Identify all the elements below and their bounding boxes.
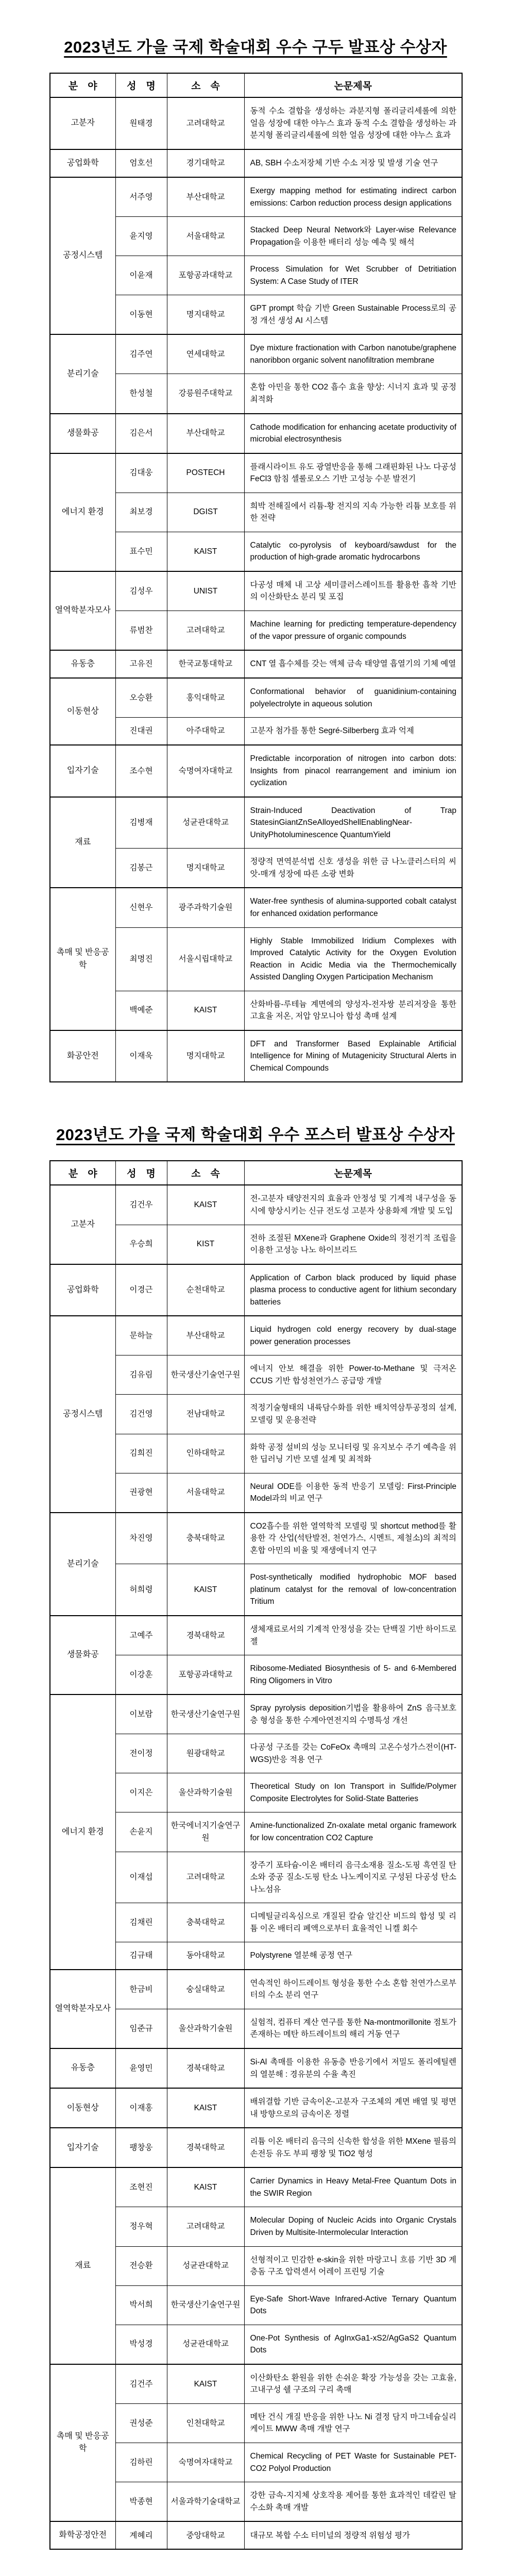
affiliation-cell: 고려대학교 <box>167 1852 244 1903</box>
paper-title-cell: 이산화탄소 환원을 위한 손쉬운 확장 가능성을 갖는 고효율, 고내구성 쉘 구조의 구리 촉매 <box>244 2364 462 2404</box>
column-header-name: 성 명 <box>115 73 167 97</box>
affiliation-cell: KAIST <box>167 2364 244 2404</box>
paper-title-cell: DFT and Transformer Based Explainable Artificial Intelligence for Mining of Mutagenicity Structural Alerts in Chemical Compounds <box>244 1030 462 1082</box>
paper-title-cell: 산화바륨-루테늄 계면에의 양성자-전자쌍 분리저장을 통한 고효율 저온, 저압 암모니아 합성 촉매 설계 <box>244 991 462 1030</box>
affiliation-cell: 충북대학교 <box>167 1903 244 1942</box>
paper-title-cell: 플래시라이트 유도 광열반응을 통해 그래핀화된 나노 다공성 FeCl3 함침 셀룰로오스 기반 고성능 수분 발전기 <box>244 453 462 493</box>
table-row <box>50 1513 462 1564</box>
paper-title-cell: 전하 조절된 MXene과 Graphene Oxide의 정전기적 조립을 이용한 고성능 나노 하이브리드 <box>244 1225 462 1264</box>
column-header-field: 분 야 <box>50 1161 115 1185</box>
paper-title-cell: Application of Carbon black produced by liquid phase plasma process to conductive agent for lithium secondary batteries <box>244 1264 462 1316</box>
field-cell: 공업화학 <box>50 1264 115 1316</box>
table-row <box>50 1185 462 1225</box>
table-row <box>50 797 462 849</box>
name-cell: 이윤재 <box>115 256 167 295</box>
affiliation-cell: 한국교통대학교 <box>167 650 244 678</box>
paper-title-cell: Liquid hydrogen cold energy recovery by dual-stage power generation processes <box>244 1316 462 1355</box>
paper-title-cell: Dye mixture fractionation with Carbon nanotube/graphene nanoribbon organic solvent nanofiltration membrane <box>244 334 462 374</box>
poster-awards-section <box>49 1122 462 2550</box>
column-header-affiliation: 소 속 <box>167 1161 244 1185</box>
affiliation-cell: 중앙대학교 <box>167 2521 244 2549</box>
column-header-affiliation: 소 속 <box>167 73 244 97</box>
paper-title-cell: 희박 전해질에서 리튬-황 전지의 지속 가능한 리튬 보호를 위한 전략 <box>244 493 462 532</box>
paper-title-cell: 화학 공정 설비의 성능 모니터링 및 유지보수 주기 예측을 위한 딥러닝 기반 모델 설계 및 최적화 <box>244 1434 462 1473</box>
oral-awards-section <box>49 34 462 1082</box>
affiliation-cell: 명지대학교 <box>167 1030 244 1082</box>
affiliation-cell: 숙명여자대학교 <box>167 2443 244 2482</box>
name-cell: 이보람 <box>115 1694 167 1734</box>
paper-title-cell: Predictable incorporation of nitrogen into carbon dots: Insights from pinacol rearrangement and iminium ion cyclization <box>244 745 462 797</box>
name-cell: 문하늘 <box>115 1316 167 1355</box>
paper-title-cell: 적정기술형태의 내륙담수화를 위한 배치역삼투공정의 설계, 모델링 및 운용전략 <box>244 1395 462 1434</box>
field-cell: 입자기술 <box>50 2128 115 2167</box>
name-cell: 고유진 <box>115 650 167 678</box>
affiliation-cell: 성균관대학교 <box>167 797 244 849</box>
affiliation-cell: 숙명여자대학교 <box>167 745 244 797</box>
name-cell: 류범찬 <box>115 611 167 650</box>
table-row <box>50 2088 462 2128</box>
paper-title-cell: GPT prompt 학습 기반 Green Sustainable Process로의 공정 개선 생성 AI 시스템 <box>244 295 462 335</box>
paper-title-cell: Si-Al 촉매를 이용한 유동층 반응기에서 저밀도 폴리에틸렌의 열분해 : 경유분의 수율 촉진 <box>244 2048 462 2088</box>
affiliation-cell: DGIST <box>167 493 244 532</box>
paper-title-cell: 전-고분자 태양전지의 효율과 안정성 및 기계적 내구성을 동시에 향상시키는 신규 전도성 고분자 상용화제 개발 및 도입 <box>244 1185 462 1225</box>
name-cell: 손윤지 <box>115 1812 167 1852</box>
poster-awards-table <box>49 1160 463 2550</box>
affiliation-cell: 고려대학교 <box>167 611 244 650</box>
affiliation-cell: 울산과학기술원 <box>167 1773 244 1812</box>
name-cell: 김대웅 <box>115 453 167 493</box>
paper-title-cell: CO2흡수를 위한 열역학적 모델링 및 shortcut method를 활용한 각 산업(석탄발전, 천연가스, 시멘트, 제철소)의 최적의 혼합 아민의 비율 및 재생에너지 연구 <box>244 1513 462 1564</box>
affiliation-cell: KAIST <box>167 2167 244 2207</box>
field-cell: 분리기술 <box>50 334 115 413</box>
field-cell: 촉매 및 반응공학 <box>50 2364 115 2521</box>
field-cell: 입자기술 <box>50 745 115 797</box>
affiliation-cell: 광주과학기술원 <box>167 888 244 927</box>
paper-title-cell: Chemical Recycling of PET Waste for Sustainable PET-CO2 Polyol Production <box>244 2443 462 2482</box>
name-cell: 백예준 <box>115 991 167 1030</box>
table-row <box>50 1970 462 2009</box>
paper-title-cell: Carrier Dynamics in Heavy Metal-Free Quantum Dots in the SWIR Region <box>244 2167 462 2207</box>
affiliation-cell: KAIST <box>167 2088 244 2128</box>
name-cell: 김병재 <box>115 797 167 849</box>
paper-title-cell: Conformational behavior of guanidinium-containing polyelectrolyte in aqueous solution <box>244 678 462 718</box>
name-cell: 신현우 <box>115 888 167 927</box>
affiliation-cell: KAIST <box>167 1185 244 1225</box>
name-cell: 최보경 <box>115 493 167 532</box>
table-row <box>50 2521 462 2549</box>
name-cell: 김건우 <box>115 1185 167 1225</box>
table-row <box>50 177 462 217</box>
name-cell: 이재홍 <box>115 2088 167 2128</box>
affiliation-cell: 원광대학교 <box>167 1734 244 1773</box>
name-cell: 권광현 <box>115 1473 167 1513</box>
table-row <box>50 1694 462 1734</box>
name-cell: 이경근 <box>115 1264 167 1316</box>
affiliation-cell: 서울시립대학교 <box>167 927 244 991</box>
column-header-paper-title: 논문제목 <box>244 1161 462 1185</box>
paper-title-cell: 대규모 복합 수소 터미널의 정량적 위험성 평가 <box>244 2521 462 2549</box>
name-cell: 김성우 <box>115 571 167 611</box>
affiliation-cell: 동아대학교 <box>167 1942 244 1970</box>
field-cell: 열역학분자모사 <box>50 1970 115 2048</box>
paper-title-cell: Eye-Safe Short-Wave Infrared-Active Ternary Quantum Dots <box>244 2285 462 2325</box>
name-cell: 이재섭 <box>115 1852 167 1903</box>
paper-title-cell: Catalytic co-pyrolysis of keyboard/sawdust for the production of high-grade aromatic hydrocarbons <box>244 532 462 571</box>
affiliation-cell: 충북대학교 <box>167 1513 244 1564</box>
paper-title-cell: Amine-functionalized Zn-oxalate metal organic framework for low concentration CO2 Capture <box>244 1812 462 1852</box>
name-cell: 최명진 <box>115 927 167 991</box>
header-row <box>50 73 462 97</box>
affiliation-cell: 강릉원주대학교 <box>167 374 244 414</box>
paper-title-cell: Spray pyrolysis deposition기법을 활용하여 ZnS 음극보호층 형성을 통한 수계아연전지의 수명특성 개선 <box>244 1694 462 1734</box>
paper-title-cell: 생체재료로서의 기계적 안정성을 갖는 단백질 기반 하이드로젤 <box>244 1616 462 1655</box>
name-cell: 서주영 <box>115 177 167 217</box>
name-cell: 정우혁 <box>115 2207 167 2246</box>
name-cell: 이강훈 <box>115 1655 167 1695</box>
table-row <box>50 414 462 453</box>
paper-title-cell: 에너지 안보 해결을 위한 Power-to-Methane 및 극저온 CCUS 기반 합성천연가스 공급망 개발 <box>244 1355 462 1395</box>
name-cell: 전이정 <box>115 1734 167 1773</box>
paper-title-cell: Molecular Doping of Nucleic Acids into Organic Crystals Driven by Multisite-Intermolecular Interaction <box>244 2207 462 2246</box>
name-cell: 전승환 <box>115 2246 167 2285</box>
name-cell: 윤지영 <box>115 217 167 256</box>
paper-title-cell: Post-synthetically modified hydrophobic MOF based platinum catalyst for the removal of low-concentration Tritium <box>244 1564 462 1616</box>
paper-title-cell: 장주기 포타슘-이온 배터리 음극소재용 질소-도핑 흑연질 탄소와 중공 질소-도핑 탄소 나노케이지로 구성된 다공성 탄소 나노섬유 <box>244 1852 462 1903</box>
affiliation-cell: 연세대학교 <box>167 334 244 374</box>
table-row <box>50 678 462 718</box>
name-cell: 허희령 <box>115 1564 167 1616</box>
paper-title-cell: Machine learning for predicting temperature-dependency of the vapor pressure of organic compounds <box>244 611 462 650</box>
affiliation-cell: 전남대학교 <box>167 1395 244 1434</box>
table-row <box>50 888 462 927</box>
table-row <box>50 745 462 797</box>
affiliation-cell: 한국생산기술연구원 <box>167 1694 244 1734</box>
paper-title-cell: 선형적이고 민감한 e-skin을 위한 마랑고니 흐름 기반 3D 계층돔 구조 압력센서 어레이 프린팅 기술 <box>244 2246 462 2285</box>
field-cell: 촉매 및 반응공학 <box>50 888 115 1030</box>
table-row <box>50 2128 462 2167</box>
paper-title-cell: 혼합 아민을 통한 CO2 흡수 효율 향상: 시너지 효과 및 공정 최적화 <box>244 374 462 414</box>
affiliation-cell: 성균관대학교 <box>167 2246 244 2285</box>
affiliation-cell: 고려대학교 <box>167 97 244 149</box>
paper-title-cell: 다공성 구조를 갖는 CoFeOx 촉매의 고온수성가스전이(HT-WGS)반응 적용 연구 <box>244 1734 462 1773</box>
table-row <box>50 2364 462 2404</box>
affiliation-cell: 서울과학기술대학교 <box>167 2482 244 2522</box>
table-row <box>50 2167 462 2207</box>
field-cell: 생물화공 <box>50 1616 115 1694</box>
table-row <box>50 453 462 493</box>
affiliation-cell: 홍익대학교 <box>167 678 244 718</box>
affiliation-cell: 한국생산기술연구원 <box>167 2285 244 2325</box>
name-cell: 이재욱 <box>115 1030 167 1082</box>
paper-title-cell: 메탄 건식 개질 반응을 위한 나노 Ni 결정 담지 마그네슘실리케이트 MWW 촉매 개발 연구 <box>244 2403 462 2443</box>
name-cell: 이지은 <box>115 1773 167 1812</box>
name-cell: 김봉근 <box>115 849 167 888</box>
affiliation-cell: 성균관대학교 <box>167 2325 244 2364</box>
paper-title-cell: One-Pot Synthesis of AgInxGa1-xS2/AgGaS2 Quantum Dots <box>244 2325 462 2364</box>
affiliation-cell: 포항공과대학교 <box>167 256 244 295</box>
affiliation-cell: 명지대학교 <box>167 295 244 335</box>
paper-title-cell: Neural ODE를 이용한 동적 반응기 모델링: First-Principle Model과의 비교 연구 <box>244 1473 462 1513</box>
table-row <box>50 149 462 177</box>
name-cell: 김주연 <box>115 334 167 374</box>
table-row <box>50 1616 462 1655</box>
name-cell: 박종현 <box>115 2482 167 2522</box>
affiliation-cell: POSTECH <box>167 453 244 493</box>
name-cell: 김은서 <box>115 414 167 453</box>
field-cell: 화공안전 <box>50 1030 115 1082</box>
oral-awards-title: 2023년도 가을 국제 학술대회 우수 구두 발표상 수상자 <box>64 38 447 56</box>
name-cell: 임준규 <box>115 2009 167 2048</box>
affiliation-cell: 한국에너지기술연구원 <box>167 1812 244 1852</box>
paper-title-cell: Polystyrene 열분해 공정 연구 <box>244 1942 462 1970</box>
paper-title-cell: Water-free synthesis of alumina-supported cobalt catalyst for enhanced oxidation performance <box>244 888 462 927</box>
paper-title-cell: Ribosome-Mediated Biosynthesis of 5- and 6-Membered Ring Oligomers in Vitro <box>244 1655 462 1695</box>
paper-title-cell: 고분자 첨가를 통한 Segré-Silberberg 효과 억제 <box>244 718 462 745</box>
paper-title-cell: 디메틸글리옥심으로 개질된 칼슘 알긴산 비드의 합성 및 리튬 이온 배터리 폐액으로부터 효율적인 니켈 회수 <box>244 1903 462 1942</box>
paper-title-cell: Highly Stable Immobilized Iridium Complexes with Improved Catalytic Activity for the Oxygen Evolution Reaction in Acidic Media via the Thermochemically Assisted Dangling Oxygen Participation Mechanism <box>244 927 462 991</box>
paper-title-cell: Exergy mapping method for estimating indirect carbon emissions: Carbon reduction process design applications <box>244 177 462 217</box>
name-cell: 박성경 <box>115 2325 167 2364</box>
name-cell: 김채린 <box>115 1903 167 1942</box>
paper-title-cell: 배위결합 기반 금속이온-고분자 구조체의 계면 배열 및 평면 내 방향으로의 금속이온 정렬 <box>244 2088 462 2128</box>
name-cell: 김건영 <box>115 1395 167 1434</box>
name-cell: 조수현 <box>115 745 167 797</box>
name-cell: 엄호선 <box>115 149 167 177</box>
affiliation-cell: 울산과학기술원 <box>167 2009 244 2048</box>
paper-title-cell: 강한 금속-지지체 상호작용 제어를 통한 효과적인 데칼린 탈수소화 촉매 개발 <box>244 2482 462 2522</box>
header-row <box>50 1161 462 1185</box>
affiliation-cell: 서울대학교 <box>167 1473 244 1513</box>
name-cell: 김유림 <box>115 1355 167 1395</box>
affiliation-cell: 숭실대학교 <box>167 1970 244 2009</box>
paper-title-cell: Cathode modification for enhancing acetate productivity of microbial electrosynthesis <box>244 414 462 453</box>
field-cell: 공정시스템 <box>50 177 115 334</box>
field-cell: 분리기술 <box>50 1513 115 1616</box>
field-cell: 화학공정안전 <box>50 2521 115 2549</box>
field-cell: 재료 <box>50 797 115 888</box>
table-row <box>50 1316 462 1355</box>
field-cell: 에너지 환경 <box>50 1694 115 1970</box>
column-header-name: 성 명 <box>115 1161 167 1185</box>
field-cell: 유동층 <box>50 2048 115 2088</box>
name-cell: 계혜리 <box>115 2521 167 2549</box>
name-cell: 표수민 <box>115 532 167 571</box>
table-row <box>50 334 462 374</box>
paper-title-cell: 동적 수소 결합을 생성하는 과분지형 폴리글리세롤에 의한 얼음 성장에 대한 야누스 효과 동적 수소 결합을 생성하는 과분지형 폴리글리세롤에 의한 얼음 성장에 대한 야누스 효과 <box>244 97 462 149</box>
affiliation-cell: 경북대학교 <box>167 1616 244 1655</box>
name-cell: 한금비 <box>115 1970 167 2009</box>
name-cell: 차진영 <box>115 1513 167 1564</box>
field-cell: 생물화공 <box>50 414 115 453</box>
name-cell: 한성철 <box>115 374 167 414</box>
name-cell: 이동현 <box>115 295 167 335</box>
table-row <box>50 2048 462 2088</box>
paper-title-cell: CNT 열 흡수체를 갖는 액체 금속 태양열 흡열기의 기체 예열 <box>244 650 462 678</box>
field-cell: 공업화학 <box>50 149 115 177</box>
affiliation-cell: 인천대학교 <box>167 2403 244 2443</box>
affiliation-cell: KAIST <box>167 1564 244 1616</box>
field-cell: 고분자 <box>50 97 115 149</box>
name-cell: 고예주 <box>115 1616 167 1655</box>
name-cell: 김하린 <box>115 2443 167 2482</box>
field-cell: 유동층 <box>50 650 115 678</box>
name-cell: 팽창웅 <box>115 2128 167 2167</box>
field-cell: 공정시스템 <box>50 1316 115 1512</box>
affiliation-cell: 부산대학교 <box>167 414 244 453</box>
name-cell: 오승환 <box>115 678 167 718</box>
poster-awards-title: 2023년도 가을 국제 학술대회 우수 포스터 발표상 수상자 <box>56 1126 455 1144</box>
affiliation-cell: 부산대학교 <box>167 1316 244 1355</box>
field-cell: 에너지 환경 <box>50 453 115 571</box>
affiliation-cell: 경북대학교 <box>167 2128 244 2167</box>
field-cell: 재료 <box>50 2167 115 2364</box>
field-cell: 이동현상 <box>50 678 115 745</box>
affiliation-cell: 인하대학교 <box>167 1434 244 1473</box>
name-cell: 김건주 <box>115 2364 167 2404</box>
table-row <box>50 1264 462 1316</box>
name-cell: 진대권 <box>115 718 167 745</box>
table-row <box>50 650 462 678</box>
table-row <box>50 1030 462 1082</box>
column-header-field: 분 야 <box>50 73 115 97</box>
affiliation-cell: 명지대학교 <box>167 849 244 888</box>
affiliation-cell: KAIST <box>167 532 244 571</box>
name-cell: 원태경 <box>115 97 167 149</box>
field-cell: 고분자 <box>50 1185 115 1264</box>
affiliation-cell: 경기대학교 <box>167 149 244 177</box>
affiliation-cell: KAIST <box>167 991 244 1030</box>
paper-title-cell: 다공성 매체 내 고상 세미클러스레이트를 활용한 흡착 기반의 이산화탄소 분리 및 포집 <box>244 571 462 611</box>
affiliation-cell: 부산대학교 <box>167 177 244 217</box>
oral-awards-table <box>49 73 463 1082</box>
affiliation-cell: 포항공과대학교 <box>167 1655 244 1695</box>
name-cell: 권성준 <box>115 2403 167 2443</box>
name-cell: 윤영민 <box>115 2048 167 2088</box>
affiliation-cell: 서울대학교 <box>167 217 244 256</box>
field-cell: 이동현상 <box>50 2088 115 2128</box>
paper-title-cell: 연속적인 하이드레이트 형성을 통한 수소 혼합 천연가스로부터의 수소 분리 연구 <box>244 1970 462 2009</box>
affiliation-cell: 아주대학교 <box>167 718 244 745</box>
paper-title-cell: Strain-Induced Deactivation of Trap StatesinGiantZnSeAlloyedShellEnablingNear-UnityPhotoluminescence QuantumYield <box>244 797 462 849</box>
paper-title-cell: Process Simulation for Wet Scrubber of Detritiation System: A Case Study of ITER <box>244 256 462 295</box>
column-header-paper-title: 논문제목 <box>244 73 462 97</box>
table-row <box>50 571 462 611</box>
affiliation-cell: KIST <box>167 1225 244 1264</box>
field-cell: 열역학분자모사 <box>50 571 115 650</box>
name-cell: 김규태 <box>115 1942 167 1970</box>
affiliation-cell: UNIST <box>167 571 244 611</box>
name-cell: 박서희 <box>115 2285 167 2325</box>
paper-title-cell: AB, SBH 수소저장체 기반 수소 저장 및 발생 기술 연구 <box>244 149 462 177</box>
name-cell: 우승희 <box>115 1225 167 1264</box>
paper-title-cell: 실험적, 컴퓨터 계산 연구를 통한 Na-montmorillonite 점토가 존재하는 메탄 하드레이트의 해리 거동 연구 <box>244 2009 462 2048</box>
paper-title-cell: Theoretical Study on Ion Transport in Sulfide/Polymer Composite Electrolytes for Solid-State Batteries <box>244 1773 462 1812</box>
affiliation-cell: 순천대학교 <box>167 1264 244 1316</box>
name-cell: 김희진 <box>115 1434 167 1473</box>
table-row <box>50 97 462 149</box>
paper-title-cell: Stacked Deep Neural Network와 Layer-wise Relevance Propagation을 이용한 배터리 성능 예측 및 해석 <box>244 217 462 256</box>
affiliation-cell: 한국생산기술연구원 <box>167 1355 244 1395</box>
name-cell: 조현진 <box>115 2167 167 2207</box>
affiliation-cell: 경북대학교 <box>167 2048 244 2088</box>
paper-title-cell: 정량적 면역분석법 신호 생성을 위한 금 나노클러스터의 씨앗-매개 성장에 따른 소광 변화 <box>244 849 462 888</box>
affiliation-cell: 고려대학교 <box>167 2207 244 2246</box>
paper-title-cell: 리튬 이온 배터리 음극의 신속한 합성을 위한 MXene 필름의 손전등 유도 부피 팽창 및 TiO2 형성 <box>244 2128 462 2167</box>
